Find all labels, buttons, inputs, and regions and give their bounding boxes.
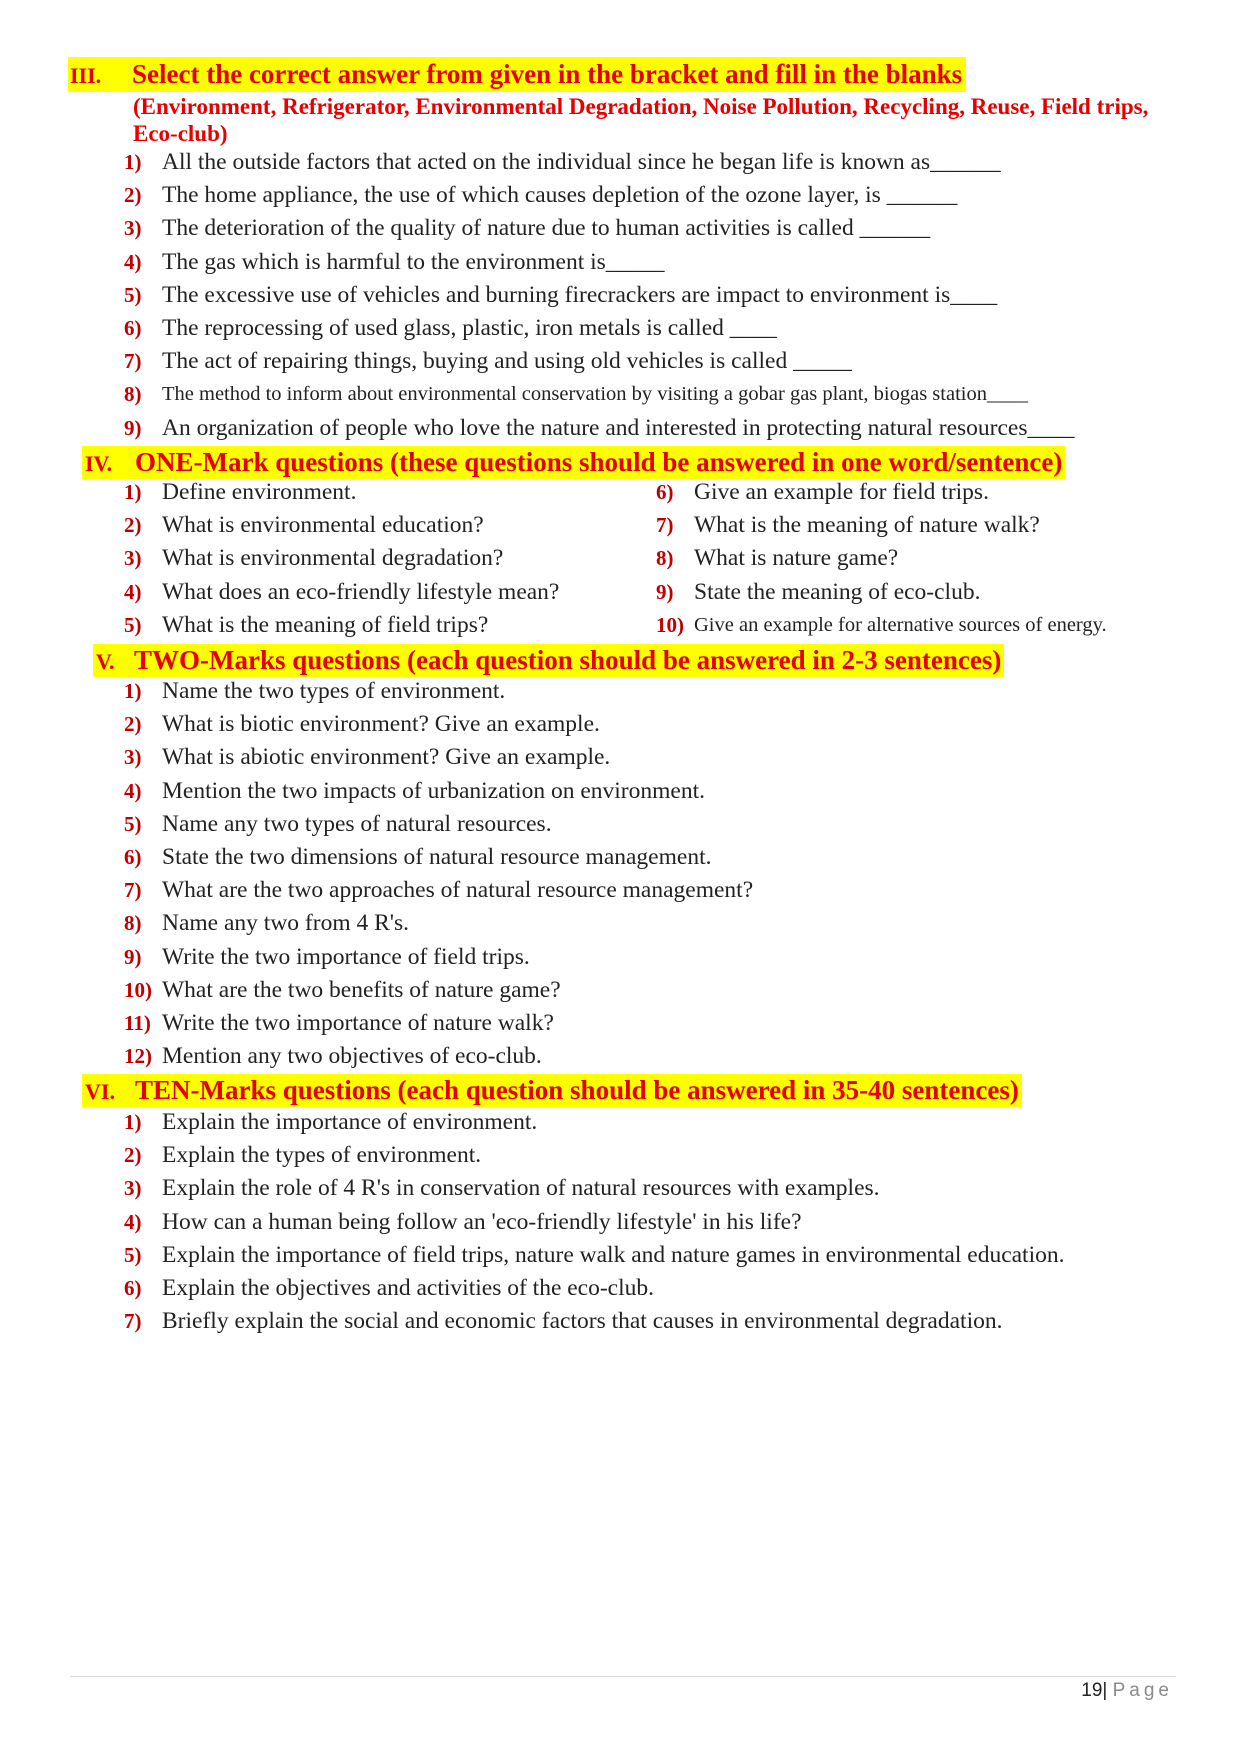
- item-number: 1): [124, 679, 142, 703]
- list-item: [124, 842, 1224, 875]
- item-text: What is biotic environment? Give an example.: [162, 711, 600, 738]
- item-number: 9): [124, 944, 142, 969]
- list-item: [124, 1107, 1224, 1140]
- list-item: [124, 280, 1224, 313]
- item-text: What is the meaning of field trips?: [162, 611, 489, 638]
- item-text: Give an example for alternative sources of energy.: [694, 613, 1107, 636]
- page-number-separator: |: [1102, 1680, 1108, 1701]
- item-number: 5): [124, 612, 142, 637]
- item-number: 4): [124, 249, 142, 274]
- item-text: Name any two types of natural resources.: [162, 810, 552, 837]
- list-item: [124, 610, 644, 643]
- item-text: Write the two importance of field trips.: [162, 943, 530, 970]
- item-number: 8): [124, 911, 142, 936]
- list-item: [124, 379, 1224, 412]
- item-number: 4): [124, 778, 142, 803]
- list-item: [124, 180, 1224, 213]
- section6-title: TEN-Marks questions (each question should be answered in 35-40 sentences): [135, 1075, 1019, 1105]
- list-item: [124, 942, 1224, 975]
- item-number: 10): [124, 977, 152, 1002]
- item-number: 12): [124, 1044, 152, 1069]
- item-text: An organization of people who love the nature and interested in protecting natural resources____: [162, 414, 1075, 441]
- list-item: [124, 346, 1224, 379]
- list-item: [124, 875, 1224, 908]
- item-text: The gas which is harmful to the environment is_____: [162, 248, 665, 275]
- item-text: Explain the types of environment.: [162, 1142, 482, 1169]
- item-number: 6): [124, 844, 142, 869]
- item-number: 5): [124, 282, 142, 307]
- section3-list: [124, 147, 1224, 446]
- section6-heading: [82, 1074, 1022, 1107]
- item-number: 6): [124, 1275, 142, 1300]
- item-number: 9): [124, 415, 142, 440]
- list-item: [124, 908, 1224, 941]
- list-item: [124, 1008, 1224, 1041]
- list-item: [124, 776, 1224, 809]
- list-item: [124, 413, 1224, 446]
- list-item: [124, 213, 1224, 246]
- list-item: [124, 477, 644, 510]
- list-item: [124, 1306, 1224, 1339]
- list-item: [656, 610, 1216, 643]
- item-number: 3): [124, 745, 142, 770]
- item-text: The method to inform about environmental conservation by visiting a gobar gas plant, biogas station____: [162, 383, 1028, 406]
- item-text: Mention any two objectives of eco-club.: [162, 1043, 542, 1070]
- section3-heading: [68, 57, 966, 92]
- list-item: [656, 577, 1216, 610]
- item-number: 7): [124, 878, 142, 903]
- section6-roman: VI.: [85, 1079, 115, 1104]
- section5-list: [124, 676, 1224, 1074]
- item-text: Explain the importance of field trips, nature walk and nature games in environmental education.: [162, 1241, 1065, 1268]
- item-number: 7): [124, 1309, 142, 1334]
- list-item: [656, 477, 1216, 510]
- item-text: Explain the importance of environment.: [162, 1109, 538, 1135]
- item-text: What are the two approaches of natural resource management?: [162, 877, 754, 904]
- list-item: [124, 1140, 1224, 1173]
- item-text: All the outside factors that acted on the individual since he began life is known as______: [162, 149, 1001, 175]
- list-item: [124, 1240, 1224, 1273]
- list-item: [124, 1207, 1224, 1240]
- item-number: 8): [124, 382, 142, 407]
- page-label: Page: [1112, 1680, 1173, 1701]
- item-text: The home appliance, the use of which causes depletion of the ozone layer, is ______: [162, 182, 958, 209]
- item-number: 5): [124, 1242, 142, 1267]
- item-text: The deterioration of the quality of nature due to human activities is called ______: [162, 215, 931, 242]
- item-number: 10): [656, 612, 684, 637]
- list-item: [124, 676, 1224, 709]
- item-text: What are the two benefits of nature game?: [162, 976, 561, 1003]
- section5-roman: V.: [96, 649, 115, 674]
- item-number: 3): [124, 546, 142, 571]
- item-text: What is environmental education?: [162, 512, 484, 539]
- list-item: [124, 543, 644, 576]
- item-number: 2): [124, 513, 142, 538]
- item-text: Name the two types of environment.: [162, 678, 506, 704]
- section4-title: ONE-Mark questions (these questions should be answered in one word/sentence): [135, 447, 1063, 477]
- list-item: [124, 1273, 1224, 1306]
- item-number: 11): [124, 1010, 151, 1035]
- section3-options: (Environment, Refrigerator, Environmental Degradation, Noise Pollution, Recycling, Reuse, Field trips, Eco-club): [133, 94, 1149, 146]
- item-text: State the meaning of eco-club.: [694, 578, 981, 605]
- section4-right-list: [656, 477, 1216, 643]
- section3-roman: III.: [70, 63, 102, 88]
- item-text: Explain the objectives and activities of the eco-club.: [162, 1274, 655, 1301]
- item-text: What does an eco-friendly lifestyle mean?: [162, 578, 560, 605]
- footer-divider: [70, 1676, 1176, 1677]
- item-number: 9): [656, 579, 674, 604]
- item-text: Briefly explain the social and economic factors that causes in environmental degradation.: [162, 1308, 1003, 1335]
- list-item: [124, 742, 1224, 775]
- item-text: Give an example for field trips.: [694, 479, 989, 505]
- list-item: [124, 975, 1224, 1008]
- page-number: [1081, 1680, 1173, 1702]
- item-text: The excessive use of vehicles and burning firecrackers are impact to environment is____: [162, 281, 998, 308]
- item-text: Explain the role of 4 R's in conservation of natural resources with examples.: [162, 1175, 880, 1202]
- item-text: What is nature game?: [694, 545, 899, 572]
- item-number: 4): [124, 579, 142, 604]
- list-item: [124, 313, 1224, 346]
- section4-roman: IV.: [85, 451, 113, 476]
- item-number: 2): [124, 1143, 142, 1168]
- item-number: 8): [656, 546, 674, 571]
- section3-title: Select the correct answer from given in the bracket and fill in the blanks: [132, 59, 963, 89]
- section5-title: TWO-Marks questions (each question should be answered in 2-3 sentences): [134, 645, 1002, 675]
- item-text: What is environmental degradation?: [162, 545, 504, 572]
- item-text: Name any two from 4 R's.: [162, 910, 410, 937]
- item-text: How can a human being follow an 'eco-friendly lifestyle' in his life?: [162, 1208, 802, 1235]
- item-text: Mention the two impacts of urbanization on environment.: [162, 777, 705, 804]
- item-number: 7): [124, 349, 142, 374]
- section4-heading: [82, 446, 1065, 479]
- list-item: [124, 147, 1224, 180]
- item-number: 3): [124, 1176, 142, 1201]
- section4-left-list: [124, 477, 644, 643]
- item-number: 2): [124, 712, 142, 737]
- item-number: 4): [124, 1209, 142, 1234]
- list-item: [656, 510, 1216, 543]
- item-text: What is the meaning of nature walk?: [694, 512, 1040, 539]
- list-item: [124, 510, 644, 543]
- item-number: 6): [124, 315, 142, 340]
- item-text: State the two dimensions of natural resource management.: [162, 843, 712, 870]
- page-number-value: 19: [1081, 1680, 1103, 1701]
- item-number: 1): [124, 150, 142, 174]
- section5-heading: [93, 644, 1004, 677]
- item-text: Write the two importance of nature walk?: [162, 1009, 554, 1036]
- list-item: [656, 543, 1216, 576]
- list-item: [124, 809, 1224, 842]
- item-number: 2): [124, 183, 142, 208]
- item-number: 1): [124, 1110, 142, 1134]
- item-number: 1): [124, 480, 142, 504]
- list-item: [124, 709, 1224, 742]
- list-item: [124, 247, 1224, 280]
- item-number: 7): [656, 513, 674, 538]
- item-text: What is abiotic environment? Give an example.: [162, 744, 611, 771]
- item-text: The act of repairing things, buying and using old vehicles is called _____: [162, 348, 852, 375]
- item-number: 6): [656, 480, 674, 504]
- section6-list: [124, 1107, 1224, 1339]
- list-item: [124, 577, 644, 610]
- item-text: The reprocessing of used glass, plastic, iron metals is called ____: [162, 314, 777, 341]
- list-item: [124, 1173, 1224, 1206]
- list-item: [124, 1041, 1224, 1074]
- item-number: 3): [124, 216, 142, 241]
- item-number: 5): [124, 811, 142, 836]
- item-text: Define environment.: [162, 479, 357, 505]
